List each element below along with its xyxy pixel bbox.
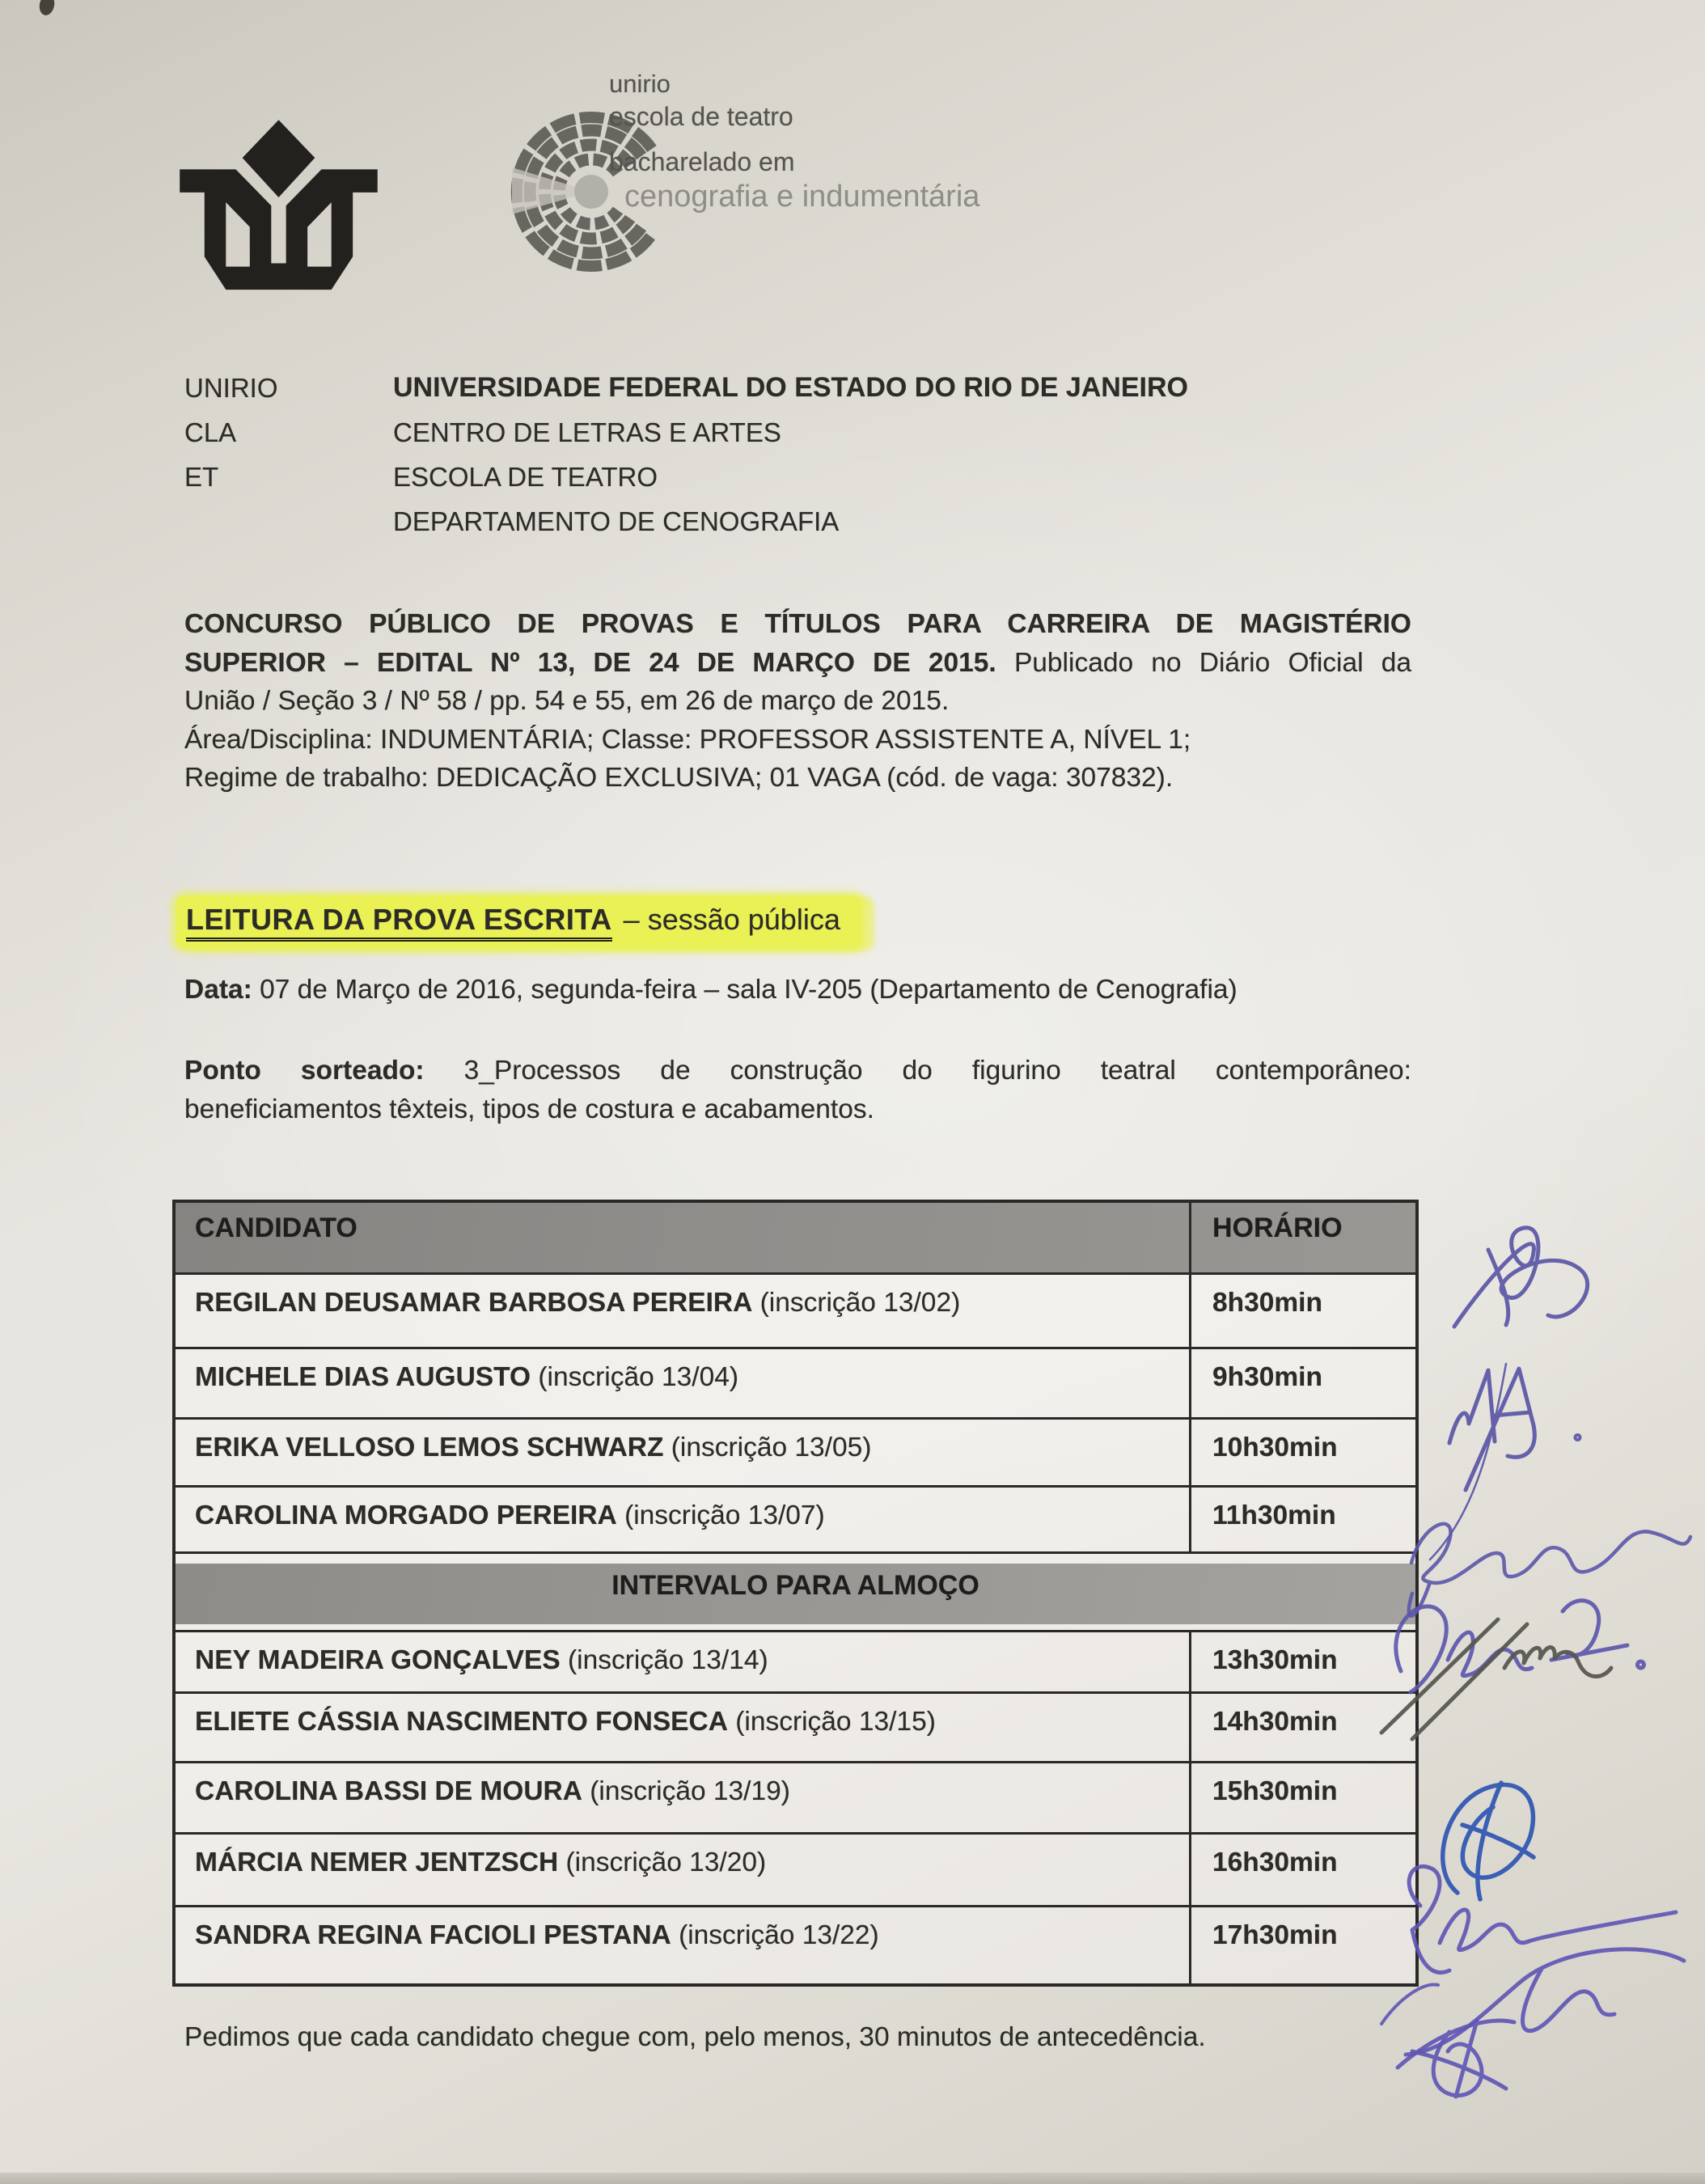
candidate-row [176,1347,1415,1417]
announcement-line5: Regime de trabalho: DEDICAÇÃO EXCLUSIVA; 01 VAGA (cód. de vaga: 307832). [184,763,1174,793]
candidate-row [176,1630,1415,1691]
circle-logo-line2: escola de teatro [609,102,793,131]
candidate-name: SANDRA REGINA FACIOLI PESTANA [195,1920,671,1950]
topic-line1 [184,1052,1411,1090]
publication-note: Publicado no Diário Oficial da [1013,647,1411,678]
date-label: Data: [184,975,252,1005]
footer-notice: Pedimos que cada candidato chegue com, pelo menos, 30 minutos de antecedência. [184,2022,1206,2052]
interval-row [176,1551,1415,1630]
candidate-time: 13h30min [1212,1645,1338,1675]
announcement-line2 [184,644,1411,683]
announcement-line3: União / Seção 3 / Nº 58 / pp. 54 e 55, em 26 de março de 2015. [184,686,950,716]
candidate-name: REGILAN DEUSAMAR BARBOSA PEREIRA [195,1288,753,1318]
candidate-inscription: (inscrição 13/20) [565,1848,767,1877]
candidate-time: 15h30min [1212,1776,1338,1806]
signature-ink [1409,1524,1690,1616]
candidate-inscription: (inscrição 13/22) [679,1920,879,1950]
session-title-suffix: – sessão pública [623,903,840,936]
circle-logo-line4: cenografia e indumentária [624,180,980,214]
candidate-time: 10h30min [1212,1433,1338,1462]
circle-logo-line1: unirio [609,70,671,98]
signature-ink [1430,1364,1580,1560]
announcement-line4: Área/Disciplina: INDUMENTÁRIA; Classe: PROFESSOR ASSISTENTE A, NÍVEL 1; [184,724,1191,755]
session-title: LEITURA DA PROVA ESCRITA [186,903,612,942]
signature-ink [1381,1984,1514,2097]
letterhead-institution [393,366,1188,544]
letterhead-code: CLA [184,417,237,447]
candidate-row [176,1761,1415,1832]
candidate-name: CAROLINA MORGADO PEREIRA [195,1500,617,1530]
candidate-inscription: (inscrição 13/19) [590,1776,790,1806]
candidate-name: MÁRCIA NEMER JENTZSCH [195,1848,559,1877]
candidate-name: CAROLINA BASSI DE MOURA [195,1776,582,1806]
candidate-inscription: (inscrição 13/14) [568,1645,768,1675]
column-header-time: HORÁRIO [1212,1213,1343,1243]
circle-logo-line3: bacharelado em [609,147,795,176]
candidate-time: 9h30min [1212,1362,1322,1392]
announcement-paragraph [184,605,1411,798]
schedule-table [172,1200,1419,1987]
candidate-time: 17h30min [1212,1920,1338,1950]
candidate-inscription: (inscrição 13/07) [624,1500,825,1530]
date-value: 07 de Março de 2016, segunda-feira – sala IV-205 (Departamento de Cenografia) [260,975,1238,1005]
signature-ink [1409,1866,1676,1972]
candidate-row [176,1417,1415,1485]
candidate-time: 8h30min [1212,1288,1322,1318]
candidate-name: ELIETE CÁSSIA NASCIMENTO FONSECA [195,1707,728,1737]
topic-line2: beneficiamentos têxteis, tipos de costura e acabamentos. [184,1094,874,1124]
announcement-line1: CONCURSO PÚBLICO DE PROVAS E TÍTULOS PARA CARREIRA DE MAGISTÉRIO [184,609,1411,639]
letterhead-code: UNIRIO [184,373,278,403]
candidate-inscription: (inscrição 13/05) [671,1433,872,1462]
candidate-name: ERIKA VELLOSO LEMOS SCHWARZ [195,1433,664,1462]
signature-ink [1406,1949,1684,2055]
edital-reference: SUPERIOR – EDITAL Nº 13, DE 24 DE MARÇO DE 2015. [184,647,996,678]
signature-ink [1443,1783,1534,1899]
column-header-candidate: CANDIDATO [176,1203,1191,1272]
candidate-time: 14h30min [1212,1707,1338,1737]
signature-ink [1396,1601,1644,1692]
topic-label: Ponto sorteado: [184,1056,425,1086]
candidate-row [176,1272,1415,1347]
candidate-row [176,1485,1415,1551]
candidate-inscription: (inscrição 13/02) [759,1288,961,1318]
session-title-highlight [176,896,861,948]
interval-label: INTERVALO PARA ALMOÇO [176,1564,1415,1624]
candidate-row [176,1691,1415,1761]
candidate-name: MICHELE DIAS AUGUSTO [195,1362,531,1392]
topic-value: 3_Processos de construção do figurino teatral contemporâneo: [463,1056,1411,1086]
corner-ink-mark [32,0,65,28]
institution-center: CENTRO DE LETRAS E ARTES [393,417,781,447]
letterhead-code: ET [184,462,219,492]
candidate-inscription: (inscrição 13/15) [735,1707,936,1737]
institution-name: UNIVERSIDADE FEDERAL DO ESTADO DO RIO DE JANEIRO [393,372,1188,403]
candidate-row [176,1905,1415,1983]
candidate-row [176,1832,1415,1905]
institution-department: DEPARTAMENTO DE CENOGRAFIA [393,506,840,536]
candidate-inscription: (inscrição 13/04) [538,1362,739,1392]
topic-block [184,1052,1411,1129]
institution-school: ESCOLA DE TEATRO [393,462,658,492]
candidate-name: NEY MADEIRA GONÇALVES [195,1645,561,1675]
date-line [184,975,1238,1005]
table-header-row [176,1203,1415,1272]
letterhead-codes [184,366,278,499]
unirio-logo [170,118,388,320]
candidate-time: 11h30min [1212,1500,1336,1530]
signature-ink [1454,1228,1588,1327]
candidate-time: 16h30min [1212,1848,1338,1877]
